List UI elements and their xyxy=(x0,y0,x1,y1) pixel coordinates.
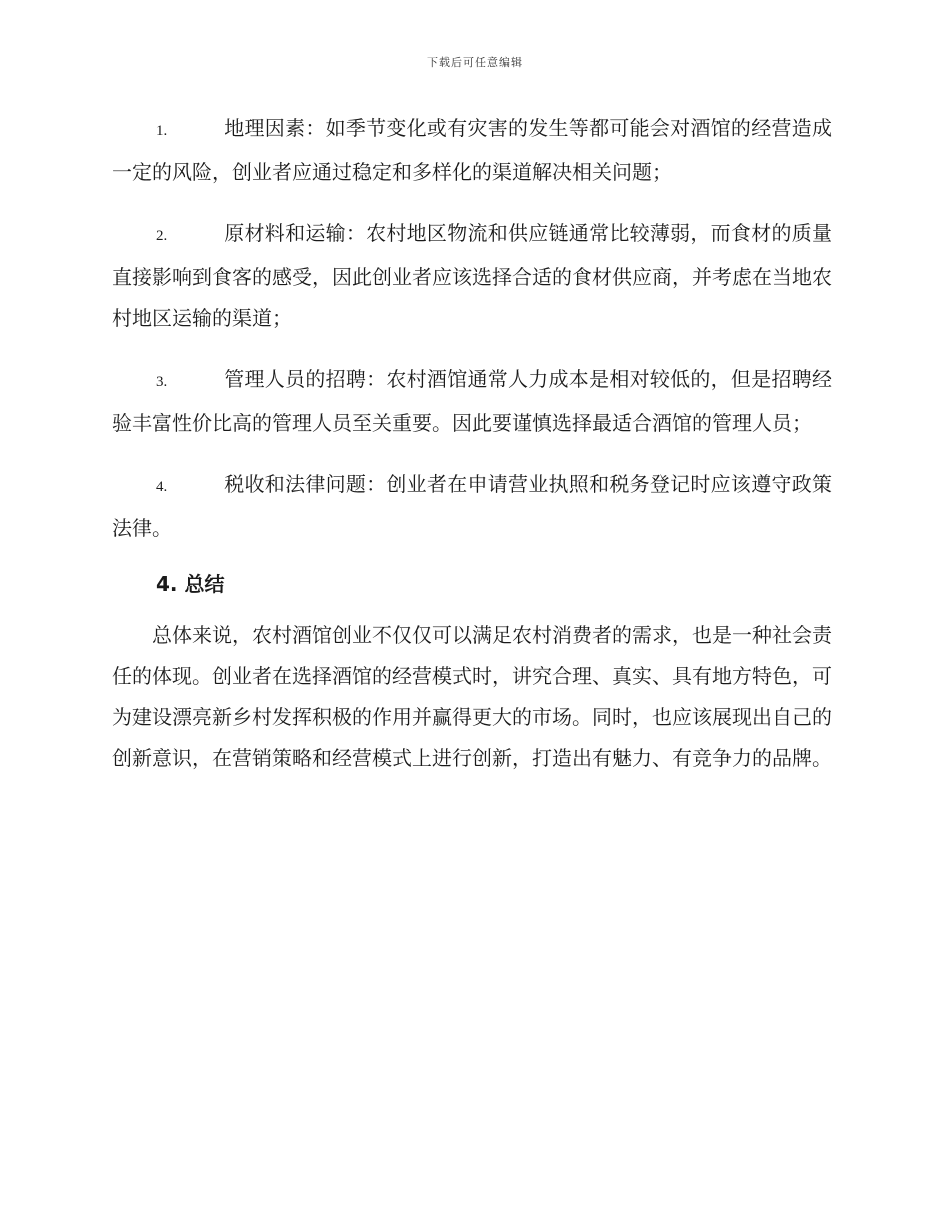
summary-paragraph: 总体来说，农村酒馆创业不仅仅可以满足农村消费者的需求，也是一种社会责任的体现。创业者在选择酒馆的经营模式时，讲究合理、真实、具有地方特色，可为建设漂亮新乡村发挥积极的作用并赢得更大的市场。同时，也应该展现出自己的创新意识，在营销策略和经营模式上进行创新，打造出有魅力、有竞争力的品牌。 xyxy=(112,623,832,770)
list-item-number: 4. xyxy=(156,479,168,495)
section-heading: 4. 总结 xyxy=(156,572,225,596)
list-item-text: 原材料和运输：农村地区物流和供应链通常比较薄弱，而食材的质量直接影响到食客的感受，因此创业者应该选择合适的食材供应商，并考虑在当地农村地区运输的渠道； xyxy=(112,221,832,330)
list-item xyxy=(112,108,832,193)
list-item xyxy=(112,213,832,339)
list-item-number: 3. xyxy=(156,374,168,390)
page-header-note: 下载后可任意编辑 xyxy=(427,56,523,69)
document-body xyxy=(112,108,832,779)
list-item-text: 税收和法律问题：创业者在申请营业执照和税务登记时应该遵守政策法律。 xyxy=(112,472,832,540)
list-item xyxy=(112,359,832,444)
list-item-number: 1. xyxy=(156,123,168,139)
list-item-text: 地理因素：如季节变化或有灾害的发生等都可能会对酒馆的经营造成一定的风险，创业者应通过稳定和多样化的渠道解决相关问题； xyxy=(112,116,832,184)
list-item-text: 管理人员的招聘：农村酒馆通常人力成本是相对较低的，但是招聘经验丰富性价比高的管理人员至关重要。因此要谨慎选择最适合酒馆的管理人员； xyxy=(112,367,832,435)
list-item-number: 2. xyxy=(156,228,168,244)
list-item xyxy=(112,464,832,549)
